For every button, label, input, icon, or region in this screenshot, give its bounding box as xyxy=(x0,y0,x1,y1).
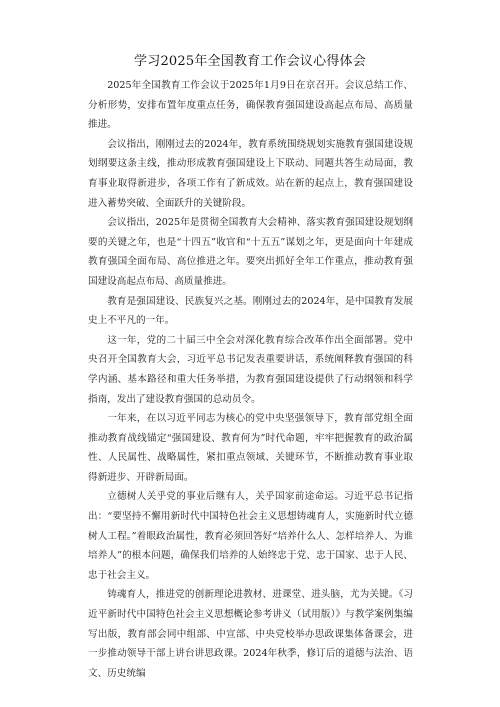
document-body xyxy=(88,76,413,683)
paragraph-2: 会议指出，刚刚过去的2024年，教育系统围绕规划实施教育强国建设规划纲要这条主线，推动形成教育强国建设上下联动、同题共答生动局面，教育事业取得新进步，各项工作有了新成效。站在新的起点上，教育强国建设进入蓄势突破、全面跃升的关键阶段。 xyxy=(88,138,413,209)
paragraph-1: 2025年全国教育工作会议于2025年1月9日在京召开。会议总结工作、分析形势，安排布置年度重点任务，确保教育强国建设高起点布局、高质量推进。 xyxy=(88,80,413,131)
paragraph-7: 立德树人关乎党的事业后继有人，关乎国家前途命运。习近平总书记指出：“要坚持不懈用新时代中国特色社会主义思想铸魂育人，实施新时代立德树人工程。”着眼政治属性，教育必须回答好“培养什么人、怎样培养人、为谁培养人”的根本问题，确保我们培养的人始终忠于党、忠于国家、忠于人民、忠于社会主义。 xyxy=(88,491,413,581)
document-title: 学习2025年全国教育工作会议心得体会 xyxy=(134,54,366,69)
paragraph-5: 这一年，党的二十届三中全会对深化教育综合改革作出全面部署。党中央召开全国教育大会，习近平总书记发表重要讲话，系统阐释教育强国的科学内涵、基本路径和重大任务举措，为教育强国建设提供了行动纲领和科学指南，发出了建设教育强国的总动员令。 xyxy=(88,334,413,405)
paragraph-8: 铸魂育人，推进党的创新理论进教材、进课堂、进头脑，尤为关键。《习近平新时代中国特色社会主义思想概论参考讲义（试用版）》与教学案例集编写出版，教育部会同中组部、中宣部、中央党校举办思政课集体备课会，进一步推动领导干部上讲台讲思政课。2024年秋季，修订后的道德与法治、语文、历史统编 xyxy=(88,589,413,679)
paragraph-4: 教育是强国建设、民族复兴之基。刚刚过去的2024年，是中国教育发展史上不平凡的一年。 xyxy=(88,295,413,327)
paragraph-3: 会议指出，2025年是贯彻全国教育大会精神、落实教育强国建设规划纲要的关键之年，也是“十四五”收官和“十五五”谋划之年，更是面向十年建成教育强国全面布局、高位推进之年。要突出抓好全年工作重点，推动教育强国建设高起点布局、高质量推进。 xyxy=(88,217,413,287)
paragraph-6: 一年来，在以习近平同志为核心的党中央坚强领导下，教育部党组全面推动教育战线锚定“强国建设、教育何为”时代命题，牢牢把握教育的政治属性、人民属性、战略属性，紧扣重点领域、关键环节，不断推动教育事业取得新进步、开辟新局面。 xyxy=(88,413,413,483)
